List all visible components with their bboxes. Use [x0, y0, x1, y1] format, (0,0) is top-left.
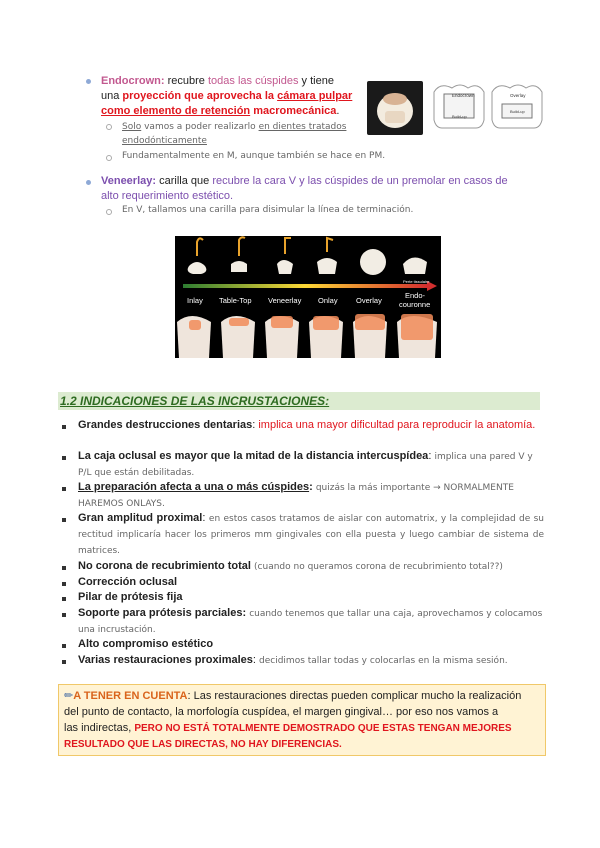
list-item: Varias restauraciones proximales: decidimos tallar todas y colocarlas en la misma sesión.	[78, 654, 508, 666]
veneerlay-line1: Veneerlay: carilla que recubre la cara V y las cúspides de un premolar en casos de	[101, 175, 508, 187]
list-bullet	[62, 518, 66, 522]
label-veneerlay: Veneerlay	[268, 296, 302, 305]
bullet-endocrown	[86, 79, 91, 84]
veneerlay-line2: alto requerimiento estético.	[101, 190, 234, 202]
list-item: Corrección oclusal	[78, 576, 178, 588]
list-item: No corona de recubrimiento total (cuando no queramos corona de recubrimiento total??)	[78, 560, 503, 572]
endocrown-sub2: Fundamentalmente en M, aunque también se hace en PM.	[122, 151, 386, 161]
diagram-label-buildup: Build-up	[510, 109, 525, 114]
label-endo: Endo-	[405, 291, 426, 300]
list-bullet	[62, 566, 66, 570]
section-title: 1.2 INDICACIONES DE LAS INCRUSTACIONES:	[60, 394, 330, 408]
tissue-loss-label: Perte tissulaire	[403, 279, 430, 284]
sub-bullet	[106, 124, 112, 130]
list-item: Pilar de prótesis fija	[78, 591, 183, 603]
list-item: La preparación afecta a una o más cúspides: quizás la más importante → NORMALMENTE HAREMOS ONLAYS.	[78, 481, 514, 509]
bullet-veneerlay	[86, 180, 91, 185]
list-item: La caja oclusal es mayor que la mitad de la distancia intercuspídea: implica una pared V y P/L que están debilitadas.	[78, 450, 533, 478]
sub-bullet	[106, 209, 112, 215]
endocrown-photo	[367, 81, 423, 135]
endocrown-line2: una proyección que aprovecha la cámara pulpar	[101, 90, 353, 102]
list-bullet	[62, 660, 66, 664]
endocrown-sub1: Solo vamos a poder realizarlo en dientes tratados endodónticamente	[122, 122, 347, 146]
list-bullet	[62, 487, 66, 491]
endocrown-overlay-diagram	[430, 80, 546, 132]
diagram-label-buildup: Build-up	[452, 114, 467, 119]
pencil-icon: ✏	[64, 690, 74, 702]
note-line2: del punto de contacto, la morfología cuspídea, el margen gingival… por eso nos vamos a	[64, 706, 499, 718]
list-bullet	[62, 425, 66, 429]
list-bullet	[62, 644, 66, 648]
endocrown-line3: como elemento de retención macromecánica.	[101, 105, 340, 117]
list-item: Gran amplitud proximal: en estos casos tratamos de aislar con automatrix, y la complejidad de su rectitud implicaría hacer los primeros mm gingivales con ella puesta y luego cambiar de sistema de matrices.	[78, 512, 544, 556]
label-couronne: couronne	[399, 300, 431, 309]
label-inlay: Inlay	[187, 296, 203, 305]
note-line4: RESULTADO QUE LAS DIRECTAS, NO HAY DIFERENCIAS.	[64, 739, 342, 750]
list-item: Grandes destrucciones dentarias: implica una mayor dificultad para reproducir la anatomía.	[78, 419, 536, 431]
label-onlay: Onlay	[318, 296, 338, 305]
list-item: Alto compromiso estético	[78, 638, 214, 650]
restoration-types-photo	[175, 236, 441, 358]
diagram-label-endocrown: Endocrown	[452, 93, 475, 98]
label-overlay: Overlay	[356, 296, 382, 305]
list-item: Soporte para prótesis parciales: cuando tenemos que tallar una caja, aprovechamos y colocamos una incrustación.	[78, 607, 543, 635]
note-line3: las indirectas, PERO NO ESTÁ TOTALMENTE DEMOSTRADO QUE ESTAS TENGAN MEJORES	[64, 722, 512, 734]
diagram-label-overlay: Overlay	[510, 93, 526, 98]
sub-bullet	[106, 155, 112, 161]
note-line1: ✏A TENER EN CUENTA: Las restauraciones directas pueden complicar mucho la realización	[64, 690, 522, 702]
list-bullet	[62, 597, 66, 601]
list-bullet	[62, 456, 66, 460]
list-bullet	[62, 613, 66, 617]
list-bullet	[62, 582, 66, 586]
label-table-top: Table-Top	[219, 296, 252, 305]
endocrown-line1: Endocrown: recubre todas las cúspides y tiene	[101, 75, 334, 87]
veneerlay-sub1: En V, tallamos una carilla para disimular la línea de terminación.	[122, 205, 414, 215]
